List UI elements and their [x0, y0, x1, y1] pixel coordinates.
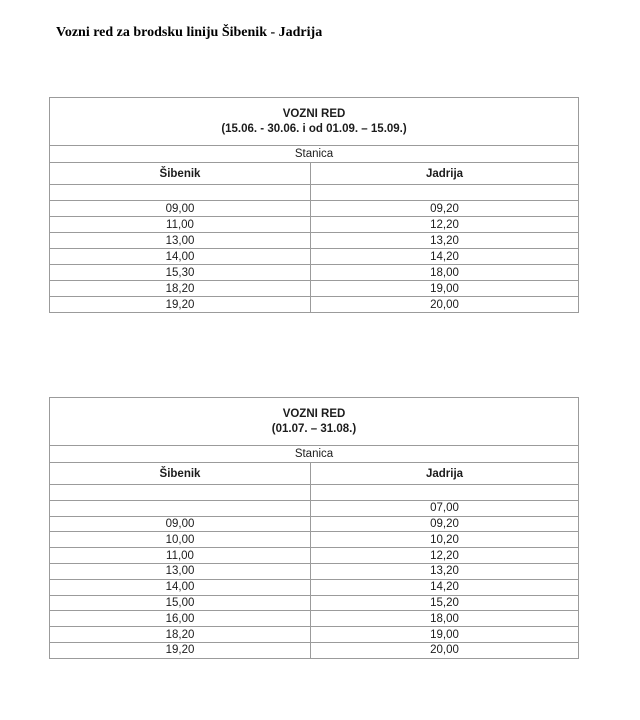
time-cell: 16,00: [50, 611, 311, 627]
column-header-sibenik: Šibenik: [50, 463, 311, 485]
time-cell: 19,20: [50, 297, 311, 313]
table-row: [50, 579, 579, 595]
time-cell: 09,00: [50, 516, 311, 532]
table-row: [50, 595, 579, 611]
time-cell: 10,00: [50, 532, 311, 548]
time-cell: [50, 485, 311, 501]
table-row: [50, 281, 579, 297]
time-cell: 18,00: [311, 265, 579, 281]
time-cell: 09,20: [311, 516, 579, 532]
time-cell: 18,20: [50, 281, 311, 297]
table-row: [50, 548, 579, 564]
time-cell: 12,20: [311, 217, 579, 233]
column-header-jadrija: Jadrija: [311, 463, 579, 485]
table-row: [50, 532, 579, 548]
station-label: Stanica: [50, 446, 579, 463]
time-cell: 15,00: [50, 595, 311, 611]
time-cell: 14,20: [311, 249, 579, 265]
station-label-row: [50, 146, 579, 163]
time-cell: 10,20: [311, 532, 579, 548]
time-cell: 19,00: [311, 281, 579, 297]
table-row: [50, 297, 579, 313]
time-cell: 11,00: [50, 548, 311, 564]
document-title: Vozni red za brodsku liniju Šibenik - Jadrija: [56, 25, 323, 40]
time-cell: 19,00: [311, 627, 579, 643]
time-cell: 13,00: [50, 233, 311, 249]
table-title-row: [50, 398, 579, 446]
table-title: VOZNI RED: [282, 107, 346, 120]
time-cell: 19,20: [50, 642, 311, 658]
column-header-row: [50, 163, 579, 185]
table-row: [50, 563, 579, 579]
time-cell: 20,00: [311, 642, 579, 658]
table-title: VOZNI RED: [282, 407, 346, 420]
time-cell: [311, 485, 579, 501]
time-cell: 13,20: [311, 233, 579, 249]
time-cell: 09,20: [311, 201, 579, 217]
table-row: [50, 500, 579, 516]
table-title-cell: [50, 98, 579, 146]
station-label: Stanica: [50, 146, 579, 163]
time-cell: [50, 185, 311, 201]
table-row: [50, 611, 579, 627]
time-cell: [311, 185, 579, 201]
table-title-cell: [50, 398, 579, 446]
table-row: [50, 185, 579, 201]
timetable-june-september: [49, 97, 579, 313]
time-cell: 15,20: [311, 595, 579, 611]
time-cell: 14,00: [50, 579, 311, 595]
station-label-row: [50, 446, 579, 463]
time-cell: 13,00: [50, 563, 311, 579]
table-row: [50, 485, 579, 501]
time-cell: 20,00: [311, 297, 579, 313]
table-row: [50, 627, 579, 643]
column-header-row: [50, 463, 579, 485]
table-subtitle: (15.06. - 30.06. i od 01.09. – 15.09.): [221, 122, 407, 135]
table-row: [50, 249, 579, 265]
table-subtitle: (01.07. – 31.08.): [271, 422, 357, 435]
table-row: [50, 642, 579, 658]
time-cell: 18,00: [311, 611, 579, 627]
table-row: [50, 201, 579, 217]
time-cell: [50, 500, 311, 516]
time-cell: 12,20: [311, 548, 579, 564]
time-cell: 14,20: [311, 579, 579, 595]
table-row: [50, 233, 579, 249]
table-title-row: [50, 98, 579, 146]
column-header-sibenik: Šibenik: [50, 163, 311, 185]
table-row: [50, 516, 579, 532]
table-row: [50, 265, 579, 281]
column-header-jadrija: Jadrija: [311, 163, 579, 185]
time-cell: 18,20: [50, 627, 311, 643]
timetable-july-august: [49, 397, 579, 659]
time-cell: 07,00: [311, 500, 579, 516]
time-cell: 14,00: [50, 249, 311, 265]
time-cell: 15,30: [50, 265, 311, 281]
time-cell: 13,20: [311, 563, 579, 579]
table-row: [50, 217, 579, 233]
time-cell: 11,00: [50, 217, 311, 233]
time-cell: 09,00: [50, 201, 311, 217]
